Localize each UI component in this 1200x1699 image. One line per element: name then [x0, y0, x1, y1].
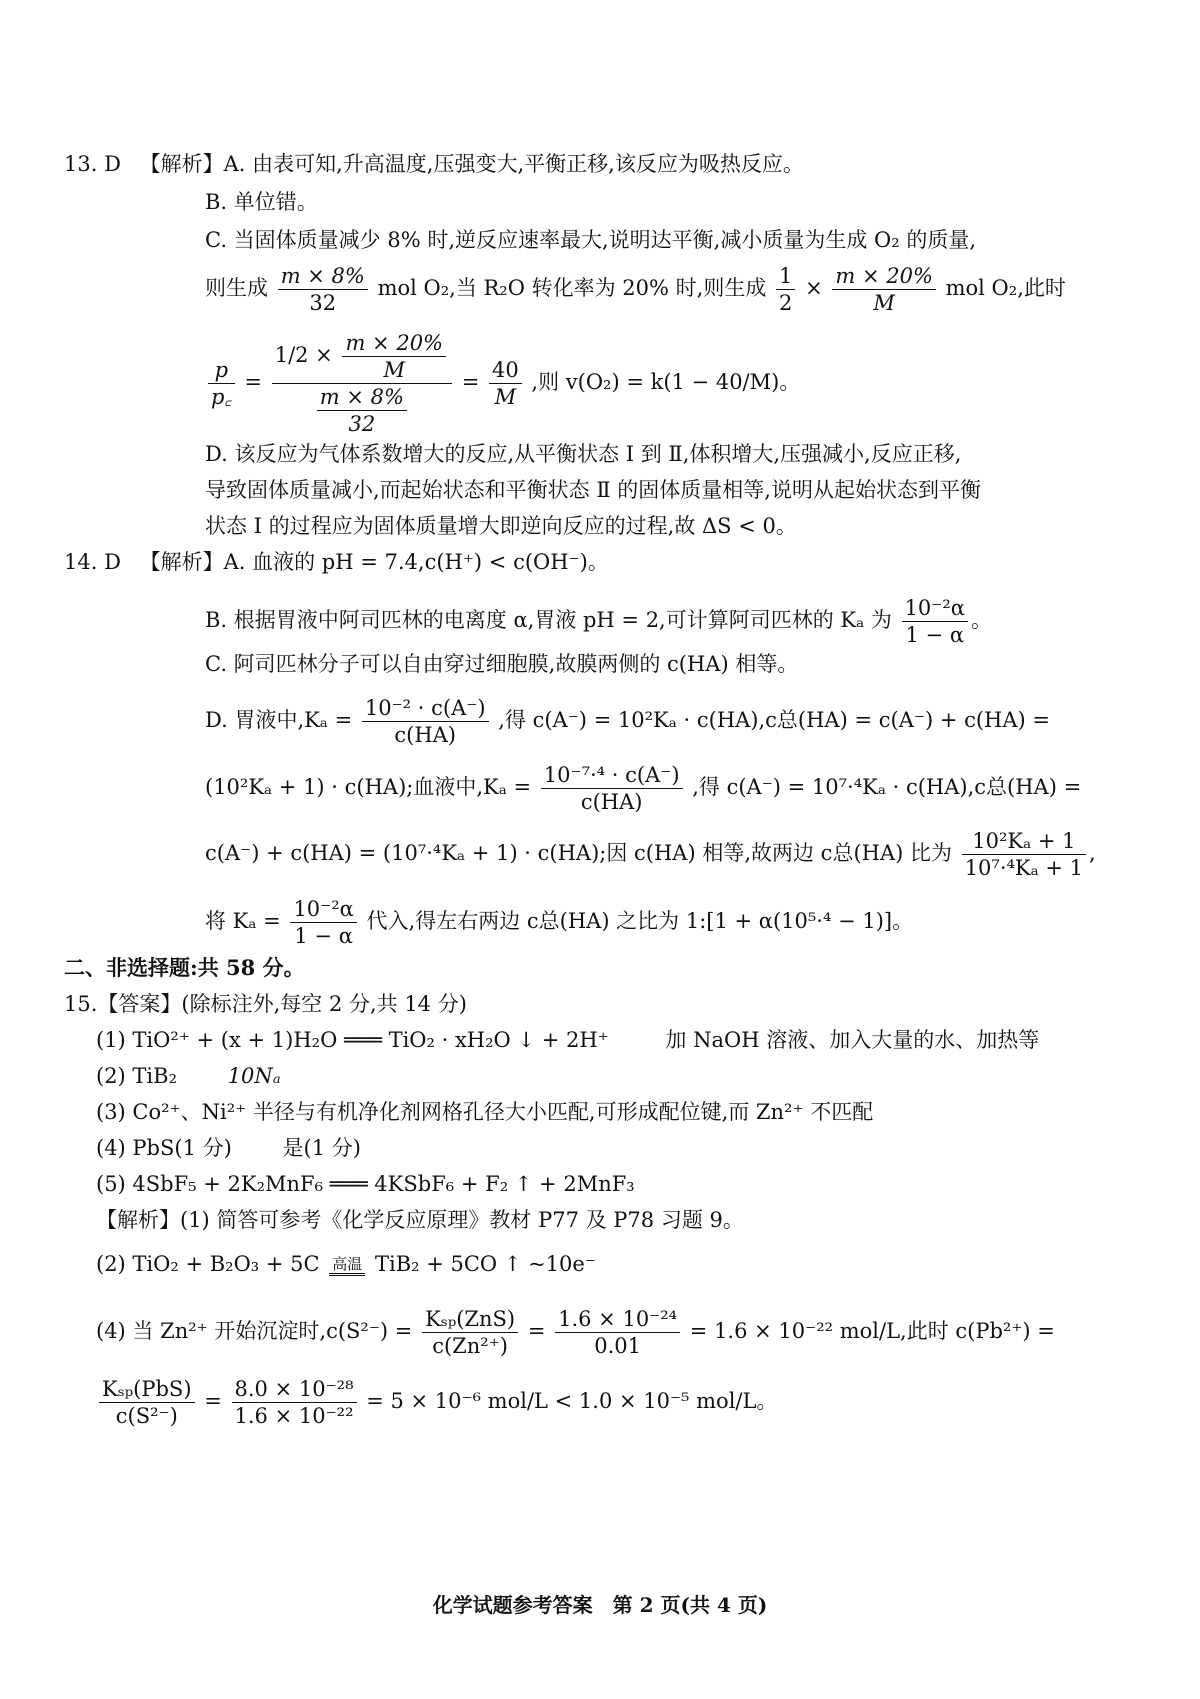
numerator: m × 20%: [832, 263, 936, 290]
q13-c2-mid: mol O₂,当 R₂O 转化率为 20% 时,则生成: [377, 276, 767, 300]
q15-j4-post: = 1.6 × 10⁻²² mol/L,此时 c(Pb²⁺) =: [689, 1319, 1055, 1343]
fraction: [776, 263, 795, 316]
denominator: M: [494, 385, 517, 409]
equals: =: [461, 370, 480, 394]
denominator: M: [873, 291, 895, 315]
q15-j2-post: TiB₂ + 5CO ↑ ~10e⁻: [374, 1252, 596, 1276]
q13-a: A. 由表可知,升高温度,压强变大,平衡正移,该反应为吸热反应。: [223, 152, 804, 176]
denominator: c(Zn²⁺): [432, 1334, 508, 1358]
numerator: 1: [776, 263, 795, 290]
q13-c3: [205, 330, 800, 437]
fraction: [99, 1376, 195, 1429]
numerator: p: [208, 357, 235, 384]
denominator: c(HA): [580, 790, 643, 814]
q14-line-a: [64, 548, 609, 576]
fraction: [832, 263, 936, 316]
denominator: p꜀: [211, 385, 232, 409]
denominator: M: [383, 358, 405, 382]
q14-tag: 【解析】: [139, 550, 224, 574]
q15-a4: [96, 1134, 361, 1162]
q14-c: C. 阿司匹林分子可以自由穿过细胞膜,故膜两侧的 c(HA) 相等。: [205, 652, 799, 676]
denominator: 0.01: [594, 1334, 641, 1358]
q15-a2-b: 10Nₐ: [227, 1064, 281, 1088]
q14-d2: [205, 762, 1081, 815]
numerator: 10⁻² · c(A⁻): [362, 695, 489, 722]
q14-d4: [205, 896, 913, 949]
q15-j1: 【解析】(1) 简答可参考《化学反应原理》教材 P77 及 P78 习题 9。: [96, 1208, 744, 1232]
q13-c3-post: ,则 v(O₂) = k(1 − 40/M)。: [531, 370, 801, 394]
fraction: [902, 595, 968, 648]
fraction: [208, 357, 235, 410]
numerator: Kₛₚ(ZnS): [422, 1306, 518, 1333]
numerator: 10²Kₐ + 1: [962, 828, 1086, 855]
numerator: m × 20%: [342, 330, 446, 357]
q14-b-pre: B. 根据胃液中阿司匹林的电离度 α,胃液 pH = 2,可计算阿司匹林的 Kₐ 为: [205, 608, 892, 632]
fraction: [278, 263, 368, 316]
q13-d2: 导致固体质量减小,而起始状态和平衡状态 Ⅱ 的固体质量相等,说明从起始状态到平衡: [205, 478, 981, 502]
q15-j4: [96, 1306, 1055, 1359]
page-footer: 化学试题参考答案 第 2 页(共 4 页): [432, 1593, 768, 1617]
fraction: [317, 384, 407, 437]
reaction-arrow: [329, 1255, 365, 1276]
q15-a1: [96, 1026, 1039, 1054]
numerator: 1.6 × 10⁻²⁴: [555, 1306, 680, 1333]
condition: 高温: [329, 1255, 365, 1276]
q15-j5: [96, 1376, 777, 1429]
numerator: [272, 330, 452, 384]
fraction: [541, 762, 683, 815]
fraction: [290, 896, 356, 949]
numerator: 10⁻²α: [290, 896, 356, 923]
q13-c2-post: mol O₂,此时: [945, 276, 1066, 300]
q15-j5-post: = 5 × 10⁻⁶ mol/L < 1.0 × 10⁻⁵ mol/L。: [366, 1389, 778, 1413]
denominator: c(HA): [394, 723, 457, 747]
numerator: 10⁻⁷·⁴ · c(A⁻): [541, 762, 683, 789]
denominator: 2: [779, 291, 793, 315]
q14-d2-pre: (10²Kₐ + 1) · c(HA);血液中,Kₐ =: [205, 775, 532, 799]
q14-d3-pre: c(A⁻) + c(HA) = (10⁷·⁴Kₐ + 1) · c(HA);因 c(HA) 相等,故两边 c总(HA) 比为: [205, 841, 952, 865]
q14-b-post: 。: [970, 608, 992, 632]
numerator: Kₛₚ(PbS): [99, 1376, 195, 1403]
q15-j2: [96, 1250, 596, 1278]
q15-head: 15.【答案】(除标注外,每空 2 分,共 14 分): [64, 992, 467, 1016]
denominator: 32: [309, 291, 337, 315]
q15-a2: [96, 1062, 281, 1090]
q15-a1-eq: (1) TiO²⁺ + (x + 1)H₂O ═══ TiO₂ · xH₂O ↓ + 2H⁺: [96, 1028, 609, 1052]
q14-d1-pre: D. 胃液中,Kₐ =: [205, 708, 353, 732]
denominator: 1.6 × 10⁻²²: [234, 1404, 354, 1428]
q14-d3-post: ,: [1089, 841, 1096, 865]
q13-c2-pre: 则生成: [205, 276, 268, 300]
q13-tag: 【解析】: [139, 152, 224, 176]
q14-d4-pre: 将 Kₐ =: [205, 909, 281, 933]
numerator: 8.0 × 10⁻²⁸: [232, 1376, 357, 1403]
q13-c1: C. 当固体质量减少 8% 时,逆反应速率最大,说明达平衡,减小质量为生成 O₂ 的质量,: [205, 228, 977, 252]
fraction: [342, 330, 446, 383]
denominator: 32: [348, 412, 376, 436]
q13-d1: D. 该反应为气体系数增大的反应,从平衡状态 Ⅰ 到 Ⅱ,体积增大,压强减小,反应正移,: [205, 442, 962, 466]
fraction: [962, 828, 1086, 881]
q14-a: A. 血液的 pH = 7.4,c(H⁺) < c(OH⁻)。: [223, 550, 609, 574]
q15-a5: (5) 4SbF₅ + 2K₂MnF₆ ═══ 4KSbF₆ + F₂ ↑ + 2MnF₃: [96, 1172, 635, 1196]
q13-b: B. 单位错。: [205, 190, 318, 214]
q15-a3: (3) Co²⁺、Ni²⁺ 半径与有机净化剂网格孔径大小匹配,可形成配位键,而 Zn²⁺ 不匹配: [96, 1100, 874, 1124]
denominator: c(S²⁻): [115, 1404, 178, 1428]
equals: =: [527, 1319, 546, 1343]
q14-d1-post: ,得 c(A⁻) = 10²Kₐ · c(HA),c总(HA) = c(A⁻) + c(HA) =: [498, 708, 1050, 732]
numerator: m × 8%: [317, 384, 407, 411]
denominator: [272, 384, 452, 437]
compound-fraction: [272, 330, 452, 437]
numerator: m × 8%: [278, 263, 368, 290]
q15-a2-a: (2) TiB₂: [96, 1064, 177, 1088]
num-part: 1/2 ×: [274, 343, 333, 367]
section-heading: 二、非选择题:共 58 分。: [64, 955, 305, 980]
q15-a1-note: 加 NaOH 溶液、加入大量的水、加热等: [665, 1028, 1040, 1052]
times: ×: [805, 276, 823, 300]
q14-label: 14. D: [64, 550, 121, 574]
q14-d1: [205, 695, 1050, 748]
q14-d3: [205, 828, 1096, 881]
q14-d4-post: 代入,得左右两边 c总(HA) 之比为 1:[1 + α(10⁵·⁴ − 1)]。: [366, 909, 914, 933]
denominator: 10⁷·⁴Kₐ + 1: [964, 856, 1084, 880]
fraction: [232, 1376, 357, 1429]
q15-a4-a: (4) PbS(1 分): [96, 1136, 232, 1160]
q15-j4-pre: (4) 当 Zn²⁺ 开始沉淀时,c(S²⁻) =: [96, 1319, 413, 1343]
fraction: [422, 1306, 518, 1359]
q15-j2-pre: (2) TiO₂ + B₂O₃ + 5C: [96, 1252, 320, 1276]
denominator: 1 − α: [294, 924, 353, 948]
equals: =: [204, 1389, 222, 1413]
q13-line-a: [64, 150, 804, 178]
denominator: 1 − α: [905, 623, 965, 647]
fraction: [489, 357, 522, 410]
q13-d3: 状态 Ⅰ 的过程应为固体质量增大即逆向反应的过程,故 ΔS < 0。: [205, 514, 797, 538]
q13-label: 13. D: [64, 152, 121, 176]
fraction: [555, 1306, 680, 1359]
equals: =: [244, 370, 263, 394]
q14-b: [205, 595, 992, 648]
q13-c2: [205, 263, 1066, 316]
q15-a4-b: 是(1 分): [282, 1136, 361, 1160]
numerator: 10⁻²α: [902, 595, 968, 622]
q14-d2-post: ,得 c(A⁻) = 10⁷·⁴Kₐ · c(HA),c总(HA) =: [692, 775, 1082, 799]
numerator: 40: [489, 357, 522, 384]
fraction: [362, 695, 489, 748]
